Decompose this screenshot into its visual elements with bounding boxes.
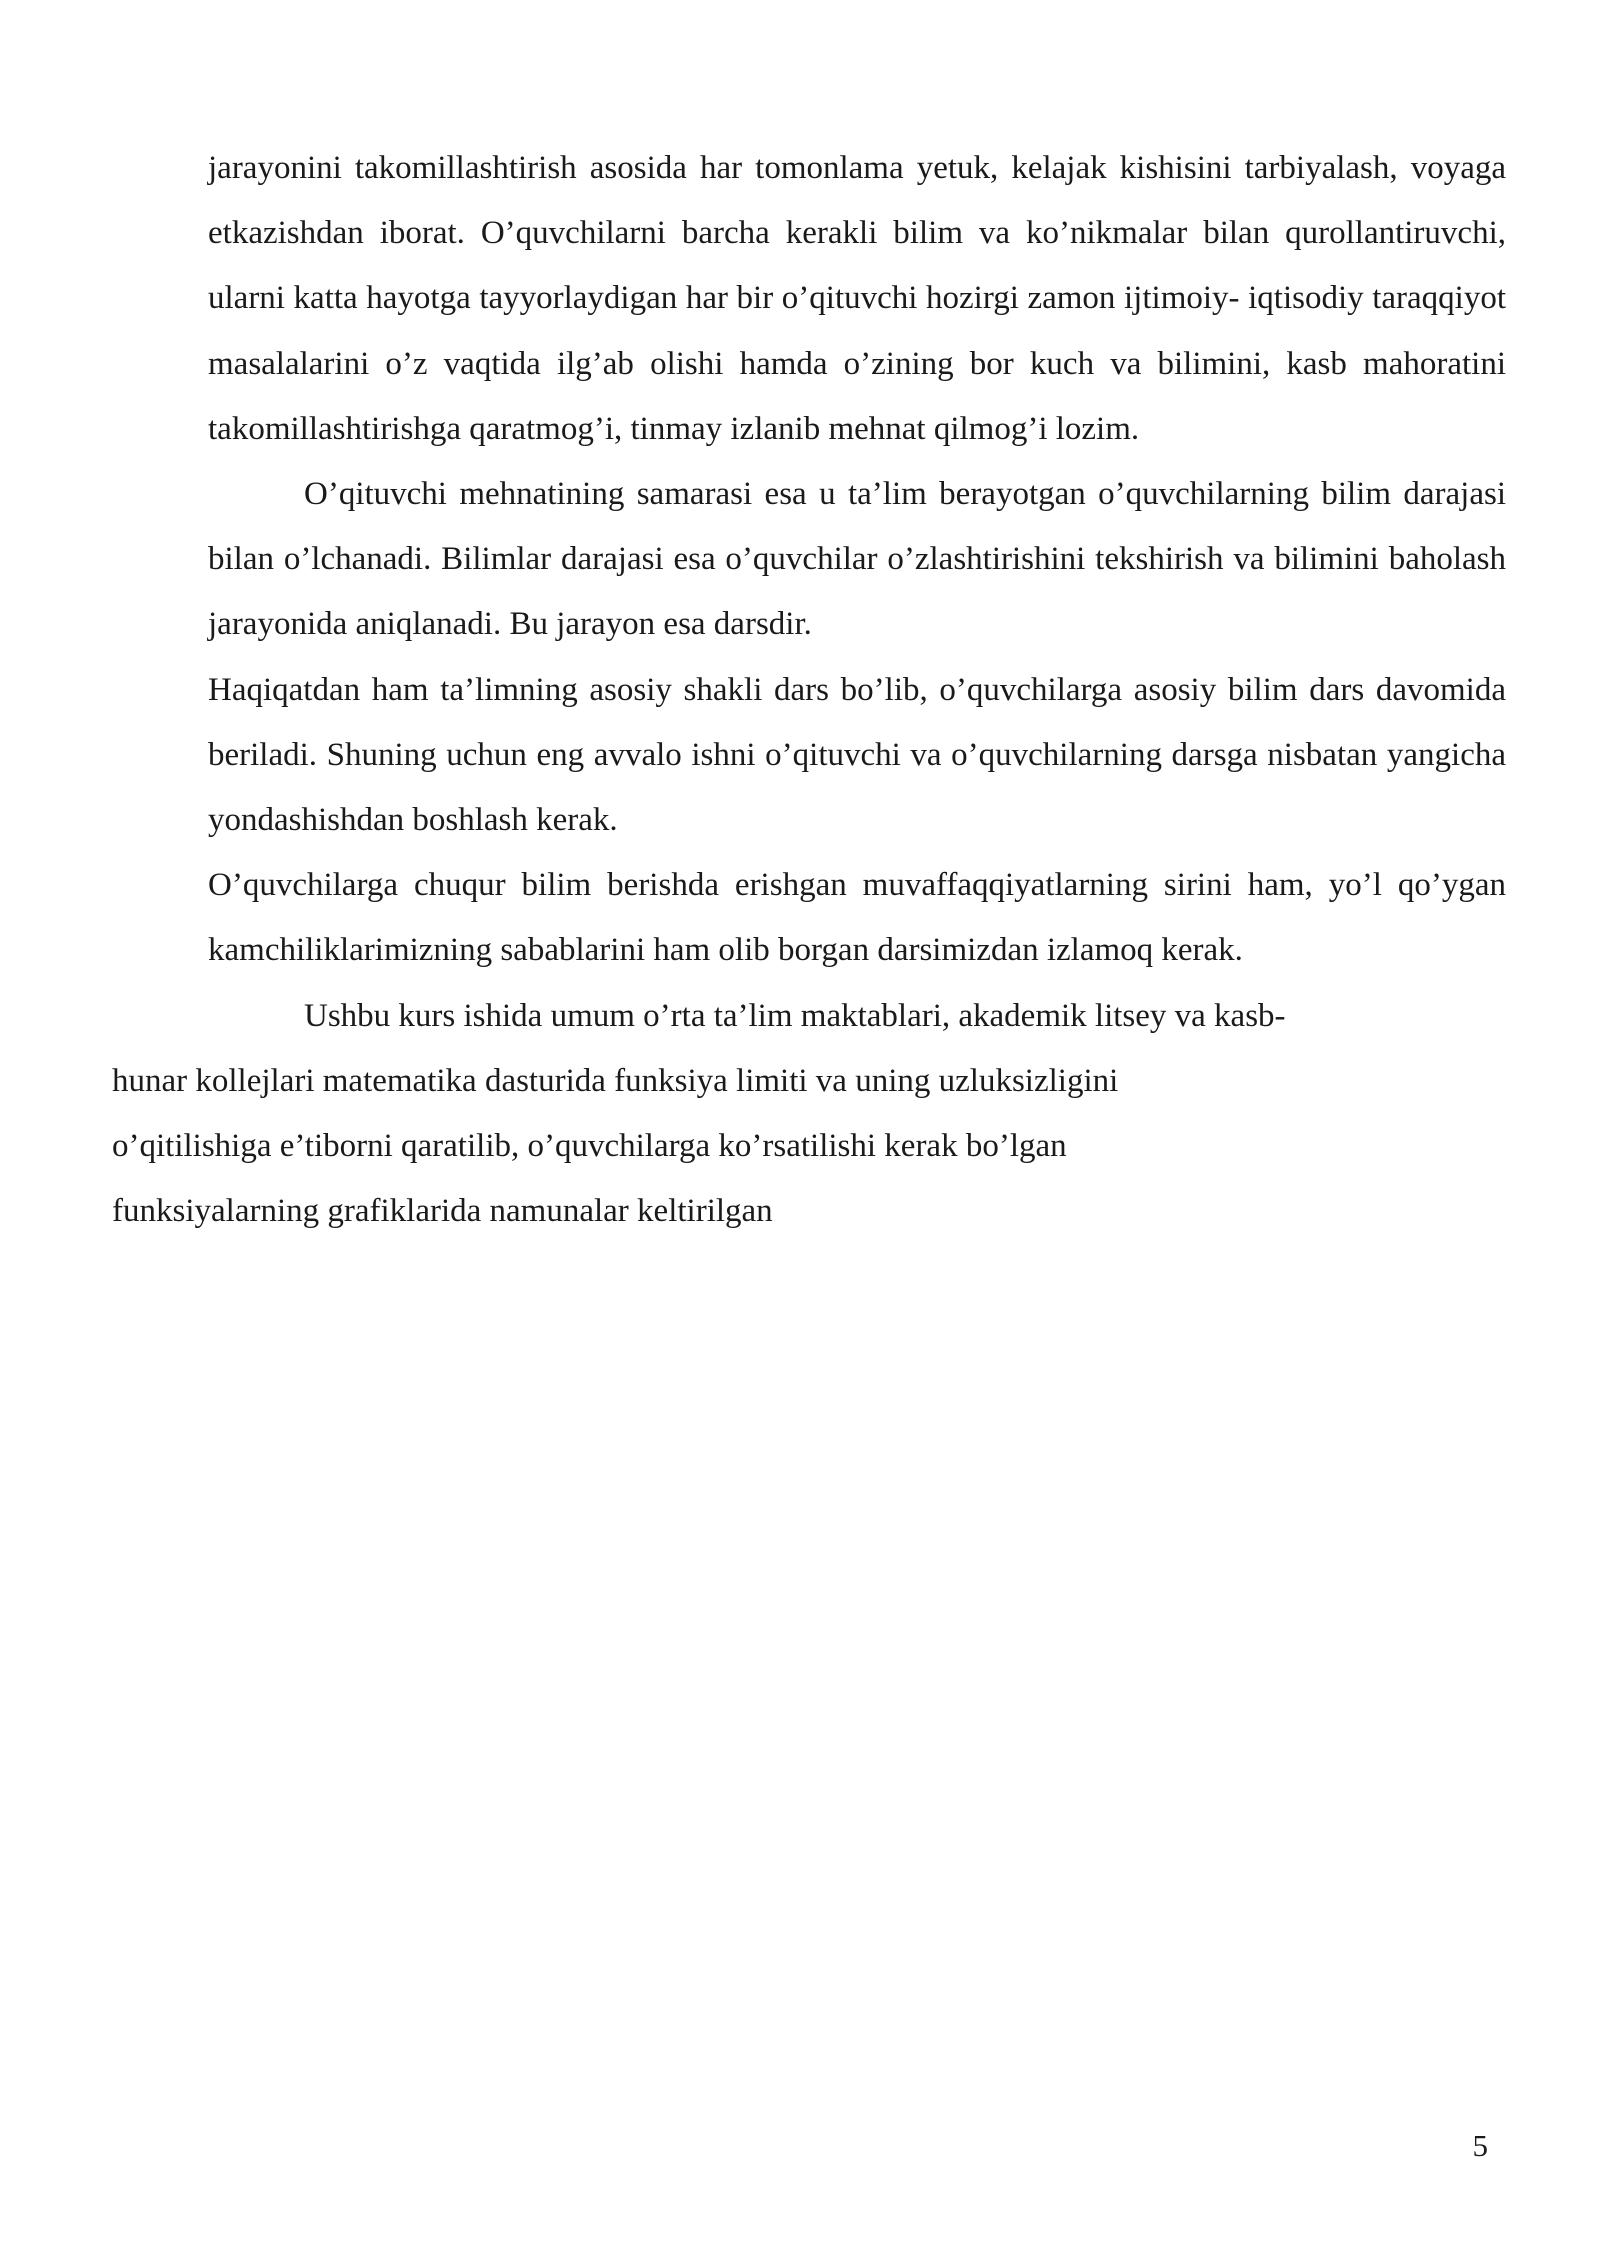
paragraph-5-line-4: funksiyalarning grafiklarida namunalar keltirilgan xyxy=(112,1193,773,1230)
paragraph-3: Haqiqatdan ham ta’limning asosiy shakli dars bo’lib, o’quvchilarga asosiy bilim dars davomida beriladi. Shuning uchun eng avvalo ishni o’qituvchi va o’quvchilarning darsga nisbatan yangicha yondashishdan boshlash kerak. xyxy=(208,671,1506,839)
paragraph-5-line-1: Ushbu kurs ishida umum o’rta ta’lim maktablari, akademik litsey va kasb- xyxy=(304,997,1286,1034)
body-text xyxy=(112,136,1506,1244)
paragraph-5-line-2: hunar kollejlari matematika dasturida funksiya limiti va uning uzluksizligini xyxy=(112,1062,1119,1099)
paragraph-4: O’quvchilarga chuqur bilim berishda erishgan muvaffaqqiyatlarning sirini ham, yo’l qo’ygan kamchiliklarimizning sabablarini ham olib borgan darsimizdan izlamoq kerak. xyxy=(208,867,1506,969)
paragraph-5 xyxy=(112,984,1506,1245)
paragraph-1: jarayonini takomillashtirish asosida har tomonlama yetuk, kelajak kishisini tarbiyalash, voyaga etkazishdan iborat. O’quvchilarni barcha kerakli bilim va ko’nikmalar bilan qurollantiruvchi, ularni katta hayotga tayyorlaydigan har bir o’qituvchi hozirgi zamon ijtimoiy- iqtisodiy taraqqiyot masalalarini o’z vaqtida ilg’ab olishi hamda o’zining bor kuch va bilimini, kasb mahoratini takomillashtirishga qaratmog’i, tinmay izlanib mehnat qilmog’i lozim. xyxy=(208,150,1506,447)
paragraph-5-line-3: o’qitilishiga e’tiborni qaratilib, o’quvchilarga ko’rsatilishi kerak bo’lgan xyxy=(112,1128,1067,1165)
paragraph-2: O’qituvchi mehnatining samarasi esa u ta’lim berayotgan o’quvchilarning bilim darajasi bilan o’lchanadi. Bilimlar darajasi esa o’quvchilar o’zlashtirishini tekshirish va bilimini baholash jarayonida aniqlanadi. Bu jarayon esa darsdir. xyxy=(208,476,1506,643)
page-number: 5 xyxy=(1472,2128,1488,2163)
